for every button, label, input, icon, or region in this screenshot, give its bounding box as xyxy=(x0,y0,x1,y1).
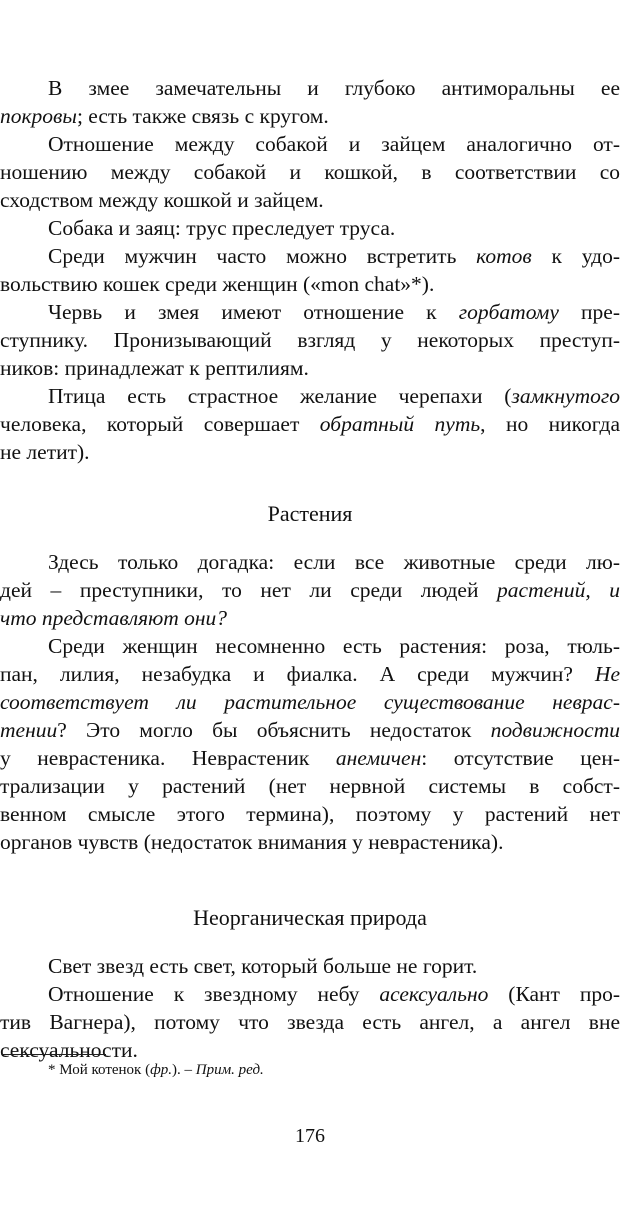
text-line: дей – преступники, то нет ли среди людей растений, и xyxy=(0,578,620,602)
text-line: В змее замечательны и глубоко антиморальны ее xyxy=(48,76,620,100)
text-line: сходством между кошкой и зайцем. xyxy=(0,188,324,212)
text-line: не летит). xyxy=(0,440,90,464)
text-line: покровы; есть также связь с кругом. xyxy=(0,104,329,128)
text-line: соответствует ли растительное существование неврас- xyxy=(0,690,620,714)
text-line: трализации у растений (нет нервной системы в собст- xyxy=(0,774,620,798)
section-heading-inorganic: Неорганическая природа xyxy=(193,905,427,930)
text-line: сексуальности. xyxy=(0,1038,138,1062)
footnote-rule xyxy=(2,1054,106,1055)
section-heading-plants: Растения xyxy=(267,501,353,526)
text-line: пан, лилия, незабудка и фиалка. А среди мужчин? Не xyxy=(0,662,620,686)
text-line: Отношение к звездному небу асексуально (Кант про- xyxy=(48,982,620,1006)
text-line: у неврастеника. Неврастеник анемичен: отсутствие цен- xyxy=(0,746,620,770)
text-line: вольствию кошек среди женщин («mon chat»*). xyxy=(0,272,435,296)
text-line: венном смысле этого термина), поэтому у растений нет xyxy=(0,802,620,826)
text-line: тении? Это могло бы объяснить недостаток подвижности xyxy=(0,718,620,742)
footnote: * Мой котенок (фр.). – Прим. ред. xyxy=(48,1062,264,1078)
text-line: Птица есть страстное желание черепахи (замкнутого xyxy=(48,384,620,408)
text-line: Червь и змея имеют отношение к горбатому пре- xyxy=(48,300,620,324)
text-line: Среди женщин несомненно есть растения: роза, тюль- xyxy=(48,634,620,658)
text-line: ношению между собакой и кошкой, в соответствии со xyxy=(0,160,620,184)
text-line: тив Вагнера), потому что звезда есть ангел, а ангел вне xyxy=(0,1010,620,1034)
text-line: ников: принадлежат к рептилиям. xyxy=(0,356,309,380)
text-line: человека, который совершает обратный путь, но никогда xyxy=(0,412,620,436)
text-line: ступнику. Пронизывающий взгляд у некоторых преступ- xyxy=(0,328,620,352)
text-line: органов чувств (недостаток внимания у неврастеника). xyxy=(0,830,504,854)
text-line: Собака и заяц: трус преследует труса. xyxy=(48,216,396,240)
page-number: 176 xyxy=(295,1125,325,1147)
text-line: Свет звезд есть свет, который больше не горит. xyxy=(48,954,478,978)
text-line: Здесь только догадка: если все животные среди лю- xyxy=(48,550,620,574)
text-line: Среди мужчин часто можно встретить котов к удо- xyxy=(48,244,620,268)
text-line: что представляют они? xyxy=(0,606,228,630)
text-line: Отношение между собакой и зайцем аналогично от- xyxy=(48,132,620,156)
